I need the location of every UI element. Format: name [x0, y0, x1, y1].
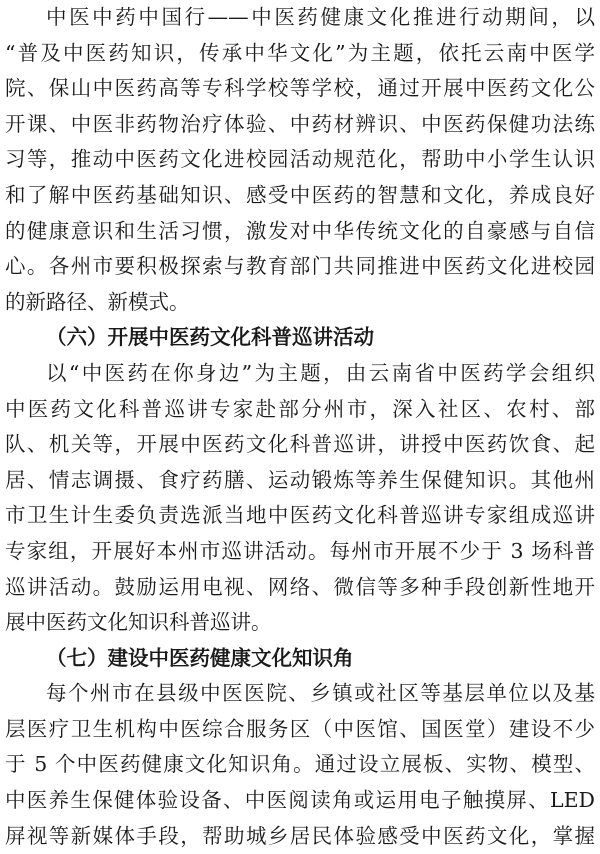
section-heading-6: （六）开展中医药文化科普巡讲活动 — [46, 325, 374, 350]
document-page — [5, 0, 595, 854]
text-line: 层医疗卫生机构中医综合服务区（中医馆、国医堂）建设不少 — [5, 716, 595, 741]
text-line: 巡讲活动。鼓励运用电视、网络、微信等多种手段创新性地开 — [5, 574, 595, 599]
text-line: 开课、中医非药物治疗体验、中药材辨识、中医药保健功法练 — [5, 111, 595, 136]
text-line: 于 5 个中医药健康文化知识角。通过设立展板、实物、模型、 — [5, 752, 595, 777]
text-line: 院、保山中医药高等专科学校等学校，通过开展中医药文化公 — [5, 76, 595, 101]
text-line: 展中医药文化知识科普巡讲。 — [5, 610, 272, 635]
text-line: 队、机关等，开展中医药文化科普巡讲，讲授中医药饮食、起 — [5, 432, 595, 457]
text-line: 中医中药中国行——中医药健康文化推进行动期间，以 — [46, 5, 595, 29]
text-line: 专家组，开展好本州市巡讲活动。每州市开展不少于 3 场科普 — [5, 538, 595, 563]
text-line: 市卫生计生委负责选派当地中医药文化科普巡讲专家组成巡讲 — [5, 503, 595, 528]
text-line: 中医药文化科普巡讲专家赴部分州市，深入社区、农村、部 — [5, 396, 595, 421]
text-line: 屏视等新媒体手段，帮助城乡居民体验感受中医药文化，掌握 — [5, 823, 595, 848]
paragraph-lecture-tour — [5, 356, 595, 641]
text-line: 的健康意识和生活习惯，激发对中华传统文化的自豪感与自信 — [5, 218, 595, 243]
paragraph-intro — [5, 0, 595, 320]
text-line: 习等，推动中医药文化进校园活动规范化，帮助中小学生认识 — [5, 147, 595, 172]
text-line: 和了解中医药基础知识、感受中医药的智慧和文化，养成良好 — [5, 182, 595, 207]
text-line: 居、情志调摄、食疗药膳、运动锻炼等养生保健知识。其他州 — [5, 467, 595, 492]
text-line: 中医养生保健体验设备、中医阅读角或运用电子触摸屏、LED — [5, 788, 595, 813]
text-line: 每个州市在县级中医医院、乡镇或社区等基层单位以及基 — [46, 681, 595, 706]
text-line: “普及中医药知识，传承中华文化”为主题，依托云南中医学 — [5, 40, 595, 65]
section-heading-7: （七）建设中医药健康文化知识角 — [46, 645, 354, 670]
text-line: 以“中医药在你身边”为主题，由云南省中医药学会组织 — [46, 360, 595, 385]
text-line: 心。各州市要积极探索与教育部门共同推进中医药文化进校园 — [5, 254, 595, 279]
paragraph-knowledge-corner — [5, 676, 595, 854]
text-line: 的新路径、新模式。 — [5, 289, 190, 314]
